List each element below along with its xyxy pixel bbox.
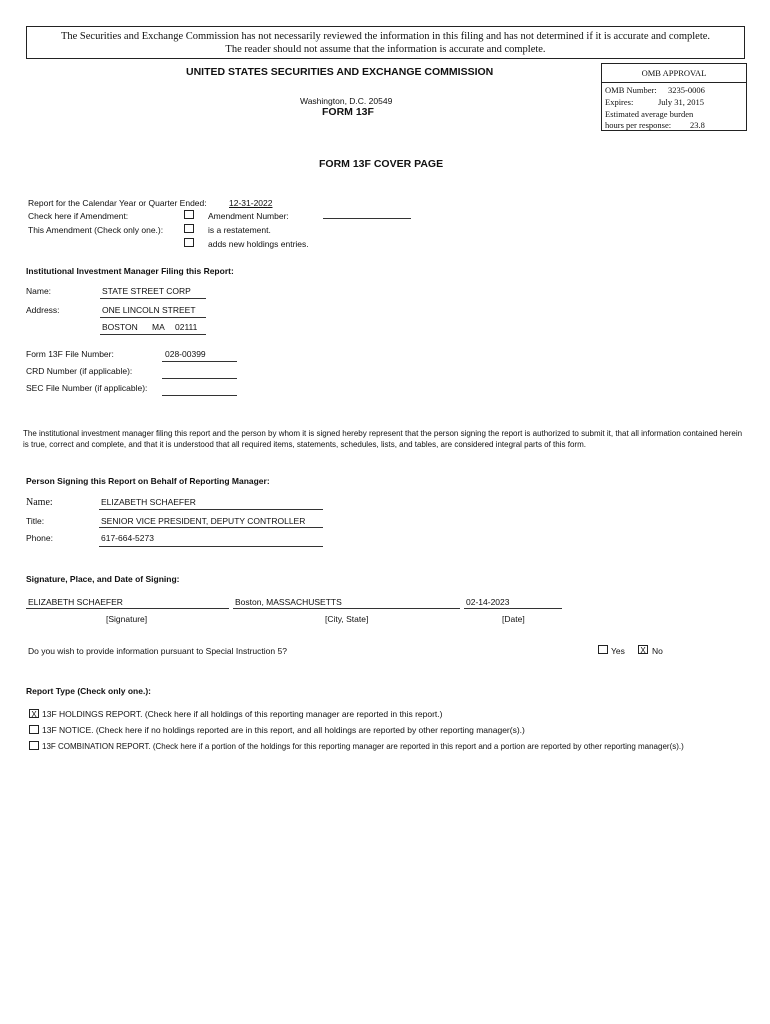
sec-file-number-field[interactable]	[162, 381, 237, 396]
form-title: FORM 13F	[322, 106, 374, 118]
holdings-report-checkbox[interactable]: X	[29, 709, 39, 718]
manager-name-value: STATE STREET CORP	[102, 286, 191, 296]
signer-section-title: Person Signing this Report on Behalf of Reporting Manager:	[26, 476, 270, 486]
holdings-report-label: 13F HOLDINGS REPORT. (Check here if all holdings of this reporting manager are reported in this report.)	[42, 709, 443, 719]
disclaimer-line-1: The Securities and Exchange Commission has not necessarily reviewed the information in this filing and has not determined if it is accurate and complete.	[60, 31, 711, 42]
representation-paragraph: The institutional investment manager filing this report and the person by whom it is signed hereby represent that the person signing the report is authorized to submit it, that all information contained herein is true, correct and complete, and that it is understood that all required items, statements, schedules, lists, and tables, are considered integral parts of this form.	[23, 429, 743, 449]
omb-burden-value: 23.8	[690, 120, 705, 130]
signature-field	[26, 595, 229, 609]
signer-title-label: Title:	[26, 516, 45, 526]
manager-address-field	[100, 302, 206, 318]
crd-number-label: CRD Number (if applicable):	[26, 366, 133, 376]
instruction5-yes-checkbox[interactable]	[598, 645, 608, 654]
agency-title: UNITED STATES SECURITIES AND EXCHANGE COMMISSION	[186, 66, 494, 78]
signer-name-field	[99, 494, 323, 510]
manager-city-field	[100, 319, 206, 335]
signature-section-title: Signature, Place, and Date of Signing:	[26, 574, 180, 584]
place-value: Boston, MASSACHUSETTS	[235, 597, 342, 607]
manager-section-title: Institutional Investment Manager Filing this Report:	[26, 266, 234, 276]
manager-state: MA	[152, 322, 165, 332]
file-number-value: 028-00399	[165, 349, 206, 359]
place-caption: [City, State]	[325, 614, 369, 624]
disclaimer-notice	[26, 26, 745, 59]
instruction5-yes-label: Yes	[611, 646, 625, 656]
signer-phone-field	[99, 531, 323, 547]
signer-phone-label: Phone:	[26, 533, 53, 543]
agency-location: Washington, D.C. 20549	[300, 96, 393, 106]
amendment-number-label: Amendment Number:	[208, 211, 289, 221]
instruction5-no-checkbox[interactable]: X	[638, 645, 648, 654]
omb-number-value: 3235-0006	[668, 85, 705, 95]
this-amendment-label: This Amendment (Check only one.):	[28, 225, 164, 235]
manager-zip: 02111	[175, 322, 198, 332]
signer-name-label: Name:	[26, 497, 53, 508]
restatement-label: is a restatement.	[208, 225, 271, 235]
signer-title-value: SENIOR VICE PRESIDENT, DEPUTY CONTROLLER	[101, 516, 306, 526]
notice-report-label: 13F NOTICE. (Check here if no holdings reported are in this report, and all holdings are reported by other reporting manager(s).)	[42, 725, 525, 735]
manager-name-field	[100, 283, 206, 299]
date-caption: [Date]	[502, 614, 525, 624]
sec-file-number-label: SEC File Number (if applicable):	[26, 383, 148, 393]
omb-approval-title: OMB APPROVAL	[602, 64, 746, 83]
report-period-label: Report for the Calendar Year or Quarter Ended:	[28, 198, 207, 208]
report-type-title: Report Type (Check only one.):	[26, 686, 151, 696]
omb-expires-value: July 31, 2015	[658, 97, 705, 107]
combination-report-label: 13F COMBINATION REPORT. (Check here if a portion of the holdings for this reporting manager are reported in this report and a portion are reported by other reporting manager(s).)	[42, 742, 684, 751]
report-period-value: 12-31-2022	[229, 198, 273, 208]
file-number-field	[162, 347, 237, 362]
signer-title-field	[99, 512, 323, 528]
amendment-number-field[interactable]	[323, 207, 411, 219]
file-number-label: Form 13F File Number:	[26, 349, 114, 359]
restatement-checkbox[interactable]	[184, 224, 194, 233]
date-value: 02-14-2023	[466, 597, 510, 607]
signature-caption: [Signature]	[106, 614, 148, 624]
new-holdings-label: adds new holdings entries.	[208, 239, 309, 249]
manager-name-label: Name:	[26, 286, 52, 296]
omb-number-label: OMB Number:	[605, 85, 657, 95]
signature-value: ELIZABETH SCHAEFER	[28, 597, 123, 607]
instruction5-no-label: No	[652, 646, 663, 656]
omb-approval-box	[601, 63, 747, 131]
place-field	[233, 595, 460, 609]
manager-city: BOSTON	[102, 322, 138, 332]
new-holdings-checkbox[interactable]	[184, 238, 194, 247]
date-field	[464, 595, 562, 609]
signer-name-value: ELIZABETH SCHAEFER	[101, 497, 196, 507]
crd-number-field[interactable]	[162, 364, 237, 379]
disclaimer-line-2: The reader should not assume that the information is accurate and complete.	[225, 44, 546, 55]
amendment-checkbox[interactable]	[184, 210, 194, 219]
omb-burden-label: hours per response:	[605, 120, 672, 130]
signer-phone-value: 617-664-5273	[101, 533, 154, 543]
omb-expires-label: Expires:	[605, 97, 634, 107]
omb-burden-line: Estimated average burden	[605, 109, 694, 119]
amendment-label: Check here if Amendment:	[28, 211, 129, 221]
cover-page-title: FORM 13F COVER PAGE	[319, 158, 444, 170]
manager-address-label: Address:	[26, 305, 60, 315]
notice-report-checkbox[interactable]	[29, 725, 39, 734]
manager-address-line1: ONE LINCOLN STREET	[102, 305, 196, 315]
instruction5-question: Do you wish to provide information pursuant to Special Instruction 5?	[28, 646, 287, 656]
